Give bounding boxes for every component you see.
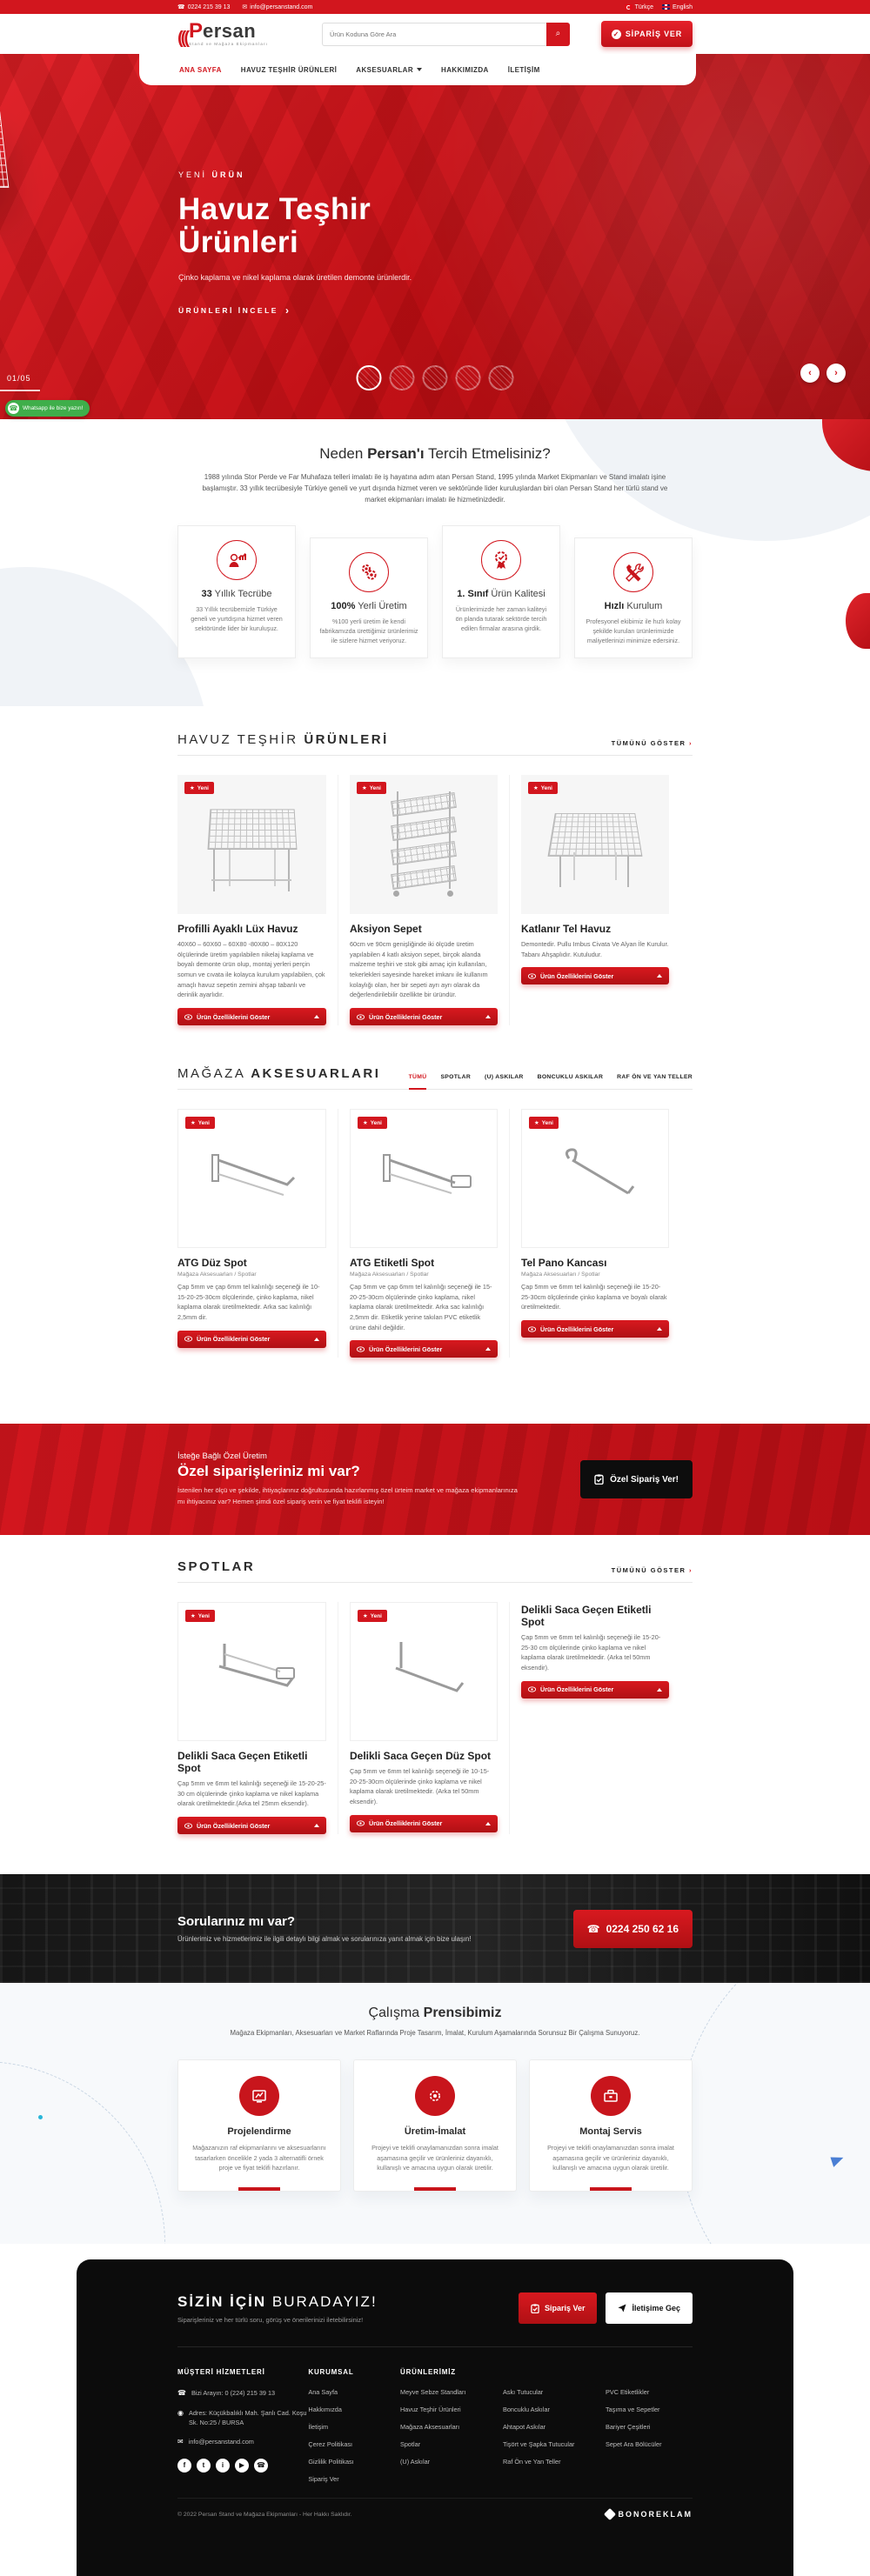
footer-link[interactable]: Sipariş Ver [308,2475,339,2483]
tab-all[interactable]: TÜMÜ [409,1074,427,1090]
product-image-atg-duz-spot[interactable] [177,1109,326,1248]
decor-dashed-arc [0,2061,165,2244]
slider-next-button[interactable]: › [826,364,846,383]
caret-up-icon [485,1347,491,1351]
caret-up-icon [314,1015,319,1018]
tab-spots[interactable]: SPOTLAR [440,1074,472,1080]
product-description: Demontedir. Pullu Imbus Civata Ve Alyan İle Kurulur. Tabanı Ahşaplıdır. Kutuludur. [521,940,669,958]
principles-title: Çalışma Prensibimiz [368,2005,502,2020]
eye-icon [528,973,536,979]
eye-icon [528,1686,536,1692]
whatsapp-icon: ☎ [9,404,18,412]
footer-link[interactable]: Havuz Teşhir Ürünleri [400,2406,461,2413]
slide-progress [0,390,40,391]
questions-title: Sorularınız mı var? [177,1914,296,1929]
show-features-button[interactable]: Ürün Özelliklerini Göster [521,967,669,984]
product-description: Çap 5mm ve çap 6mm tel kalınlığı seçeneği ile 15-20-25-30cm ölçülerinde çinko kaplama, nikel kaplama olarak üretilmektedir. Arka sac kalınlığı 2,5mm dir. Etiketlik yerine takılan PVC etiketlik ürüne dahil değildir. [350,1283,492,1331]
agency-mark-icon [603,2508,615,2520]
paper-plane-icon [618,2304,626,2312]
nav-item-home[interactable]: ANA SAYFA [179,65,222,74]
product-image-etiketli-spot[interactable] [177,1602,326,1741]
custom-order-banner [0,1424,870,1535]
mail-icon: ✉ [177,2438,184,2446]
product-card [509,1602,669,1834]
facebook-icon[interactable]: f [177,2459,191,2473]
eye-icon [357,1820,365,1826]
slider-thumb-3[interactable] [423,365,448,390]
eye-icon [528,1326,536,1332]
decor-red-bar [414,2187,456,2191]
feature-card-experience: 33 Yıllık Tecrübe 33 Yıllık tecrübemizle Türkiye geneli ve yurtdışına hizmet veren sektöründe lider bir kuruluşuz. [177,525,296,658]
footer-address: ◉ Adres: Küçükbalıklı Mah. Şanlı Cad. Koşu Sk. No:25 / BURSA [177,2408,307,2427]
search-button[interactable] [546,23,570,46]
principles-section [0,1983,870,2244]
footer-link[interactable]: Hakkımızda [308,2406,342,2413]
product-description: 60cm ve 90cm genişliğinde iki ölçüde üretim yapılabilen 4 katlı aksiyon sepet, birçok alanda malzeme teşhiri ve stok gibi amaç için kullanılan, tekerlekleri sayesinde hareket imkanı ile kullanım kolaylığı olan, her bir sepeti ayrı ayrı olarak da değerlendirilebilir özellikte bir üründür. [350,940,488,999]
twitter-icon[interactable]: t [197,2459,211,2473]
pool-products-section [0,706,870,1054]
product-name[interactable]: Aksiyon Sepet [350,923,422,935]
main-nav [139,54,696,85]
new-badge: ★ Yeni [358,1117,387,1129]
decor-red-wave [846,593,870,649]
footer-customer-column: MÜŞTERİ HİZMETLERİ ☎ Bizi Arayın: 0 (224) 215 39 13 ◉ Adres: Küçükbalıklı Mah. Şanlı Cad. Koşu Sk. No:25 / BURSA ✉ info@persanstand.com f t i ▶ ☎ [177,2368,308,2493]
product-name[interactable]: Katlanır Tel Havuz [521,923,612,935]
eye-icon [357,1014,365,1020]
product-description: Çap 5mm ve 6mm tel kalınlığı seçeneği ile 15-20-25-30cm ölçülerinde çinko kaplama ve boyalı olarak üretilmektedir. [521,1283,667,1311]
why-title: Neden Persan'ı Tercih Etmelisiniz? [319,445,551,462]
logo-tagline: Stand ve Mağaza Ekipmanları [188,42,268,47]
divider [177,2346,693,2347]
section-title: MAĞAZA AKSESUARLARI [177,1066,381,1081]
footer-link[interactable]: Tişört ve Şapka Tutucular [503,2440,575,2448]
logo-arcs-icon: ((( [177,28,187,48]
show-features-button[interactable]: Ürün Özelliklerini Göster [177,1008,326,1025]
topbar [0,0,870,14]
product-breadcrumb[interactable]: Mağaza Aksesuarları / Spotlar [177,1271,257,1278]
product-image-atg-etiketli-spot[interactable] [350,1109,498,1248]
product-description: 40X60 – 60X60 – 60X80 -80X80 – 80X120 ölçülerinde üretim yapılabilen nikelaj kaplama ve boyalı demonte ürün olup, montaj yerleri perçin somun ve cıvata ile kolayca kurulum yapılabilen, çok amaçlı havuz sepetin zemini ahşap tabanlı ve derinlik ayarlıdır. [177,940,325,999]
footer-link[interactable]: İletişim [308,2423,329,2431]
footer-email[interactable]: ✉ info@persanstand.com [177,2437,308,2448]
tab-shelf-wires[interactable]: RAF ÖN VE YAN TELLER [617,1074,693,1080]
whatsapp-button[interactable]: ☎ Whatsapp ile bize yazın! [5,400,90,417]
why-section [0,419,870,706]
caret-up-icon [657,1327,662,1331]
search-input[interactable] [322,23,546,46]
logo[interactable] [177,21,268,47]
hero-cta-button[interactable]: ÜRÜNLERİ İNCELE › [178,304,291,317]
slider-thumbnails [357,365,514,390]
principle-title: Üretim-İmalat [404,2126,466,2137]
product-image-katlanir-havuz[interactable] [521,775,669,914]
footer-phone[interactable]: ☎ Bizi Arayın: 0 (224) 215 39 13 [177,2388,308,2399]
product-card [177,1602,338,1834]
gears-icon [349,552,389,592]
hero-badge: YENİ ÜRÜN [178,170,245,179]
product-name[interactable]: ATG Düz Spot [177,1257,247,1269]
turkish-flag-icon [625,4,632,10]
new-badge: ★ Yeni [529,1117,559,1129]
slider-thumb-1[interactable] [357,365,382,390]
principles-subtitle: Mağaza Ekipmanları, Aksesuarları ve Market Raflarında Proje Tasarım, İmalat, Kurulum Aşamalarında Sorunsuz Bir Çalışma Sunuyoruz. [230,2029,640,2037]
product-card [509,1109,669,1358]
footer-link[interactable]: (U) Askılar [400,2458,431,2466]
accessories-section [0,1054,870,1424]
clipboard-check-icon [594,1474,604,1485]
tools-icon [613,552,653,592]
cta-title: Özel siparişleriniz mi var? [177,1463,360,1480]
footer-order-button[interactable]: Sipariş Ver [519,2292,598,2324]
product-card [338,775,509,1025]
chevron-down-icon [417,68,422,71]
section-title: HAVUZ TEŞHİR ÜRÜNLERİ [177,732,389,747]
accessory-tabs [409,1074,693,1081]
product-card [177,1109,338,1358]
principle-card-installation [529,2059,693,2192]
eye-icon [184,1014,192,1020]
agency-logo[interactable]: BONOREKLAM [606,2510,693,2519]
footer-link[interactable]: Çerez Politikası [308,2440,353,2448]
show-features-button[interactable]: Ürün Özelliklerini Göster [521,1681,669,1698]
feature-card-local-production: 100% Yerli Üretim %100 yerli üretim ile kendi fabrikamızda ürettiğimiz ürünlerimiz ile sizlere hizmet veriyoruz. [310,537,428,658]
footer-link[interactable]: Spotlar [400,2440,421,2448]
product-description: Çap 5mm ve 6mm tel kalınlığı seçeneği ile 15-20-25-30 cm ölçülerinde çinko kaplama ve nikel kaplama olarak üretilmektedir.(Arka tel 25mm eksendir). [177,1779,326,1808]
product-card [509,775,669,1025]
product-name[interactable]: Profilli Ayaklı Lüx Havuz [177,923,298,935]
product-card [338,1602,509,1834]
footer-link[interactable]: PVC Etiketlikler [606,2388,650,2396]
hero-content [178,170,412,317]
slide-counter: 01/05 [7,374,31,383]
footer-link[interactable]: Boncuklu Askılar [503,2406,550,2413]
footer-products-column: ÜRÜNLERİMİZ Meyve Sebze Standları Havuz Teşhir Ürünleri Mağaza Aksesuarları Spotlar (U) Askılar Askı Tutucular Boncuklu Askılar Ahtapot Askılar Tişört ve Şapka Tutucular Raf Ön ve Yan Teller PVC Etiketlikler Taşıma ve Sepetler Bariyer Çeşitleri Sepet Ara Bölücüler [400,2368,693,2493]
principle-card-design [177,2059,341,2192]
product-image-profilli-havuz[interactable] [177,775,326,914]
product-name[interactable]: Delikli Saca Geçen Düz Spot [350,1750,492,1762]
nav-item-pools[interactable]: HAVUZ TEŞHİR ÜRÜNLERİ [240,65,338,74]
footer-contact-button[interactable]: İletişime Geç [606,2292,693,2324]
footer-link[interactable]: Sepet Ara Bölücüler [606,2440,662,2448]
logo-wordmark: ersan [203,20,257,43]
caret-up-icon [485,1015,491,1018]
footer-link[interactable]: Ana Sayfa [308,2388,338,2396]
topbar-phone[interactable]: ☎ 0224 215 39 13 [177,4,231,10]
questions-banner [0,1874,870,1983]
feature-card-fast-install: Hızlı Kurulum Profesyonel ekibimiz ile hızlı kolay şekilde kurulan ürünlerimizde maliyetlerinizi minimize edersiniz. [574,537,693,658]
clipboard-check-icon [531,2304,539,2313]
new-badge: ★ Yeni [184,782,214,794]
header [0,14,870,54]
project-design-icon [239,2076,279,2116]
slider-thumb-4[interactable] [456,365,481,390]
cta-kicker: İsteğe Bağlı Özel Üretim [177,1452,267,1462]
whatsapp-icon[interactable]: ☎ [254,2459,268,2473]
toolbox-icon [591,2076,631,2116]
check-circle-icon: ✓ [612,30,620,38]
product-name[interactable]: ATG Etiketli Spot [350,1257,435,1269]
show-features-button[interactable]: Ürün Özelliklerini Göster [350,1340,498,1358]
nav-item-about[interactable]: HAKKIMIZDA [441,65,489,74]
principle-title: Montaj Servis [579,2126,642,2137]
hero-title: Havuz Teşhir Ürünleri [178,192,371,259]
show-all-link[interactable]: TÜMÜNÜ GÖSTER › [612,739,693,747]
caret-up-icon [657,1688,662,1692]
lang-english[interactable]: English [662,4,693,10]
footer-link[interactable]: Taşıma ve Sepetler [606,2406,660,2413]
footer-link[interactable]: Gizlilik Politikası [308,2458,354,2466]
product-name[interactable]: Tel Pano Kancası [521,1257,607,1269]
footer-link[interactable]: Askı Tutucular [503,2388,544,2396]
footer-link[interactable]: Raf Ön ve Yan Teller [503,2458,561,2466]
decor-dashed-arc [679,1983,870,2244]
phone-icon: ☎ [586,1922,600,1935]
product-image-duz-spot[interactable] [350,1602,498,1741]
footer-heading: SİZİN İÇİN BURADAYIZ! [177,2292,378,2310]
principle-description: Projeyi ve teklifi onaylamanızdan sonra imalat aşamasına geçilir ve ürünleriniz dayanıklı, kullanışlı ve amacına uygun olarak üretilir. [547,2144,674,2172]
search-icon: ⌕ [555,29,561,38]
product-name[interactable]: Delikli Saca Geçen Etiketli Spot [521,1604,652,1628]
product-description: Çap 5mm ve 6mm tel kalınlığı seçeneği ile 10-15-20-25-30cm ölçülerinde çinko kaplama ve nikel kaplama olarak üretilmektedir. (Arka tel 50mm eksendir). [350,1767,490,1806]
product-image-aksiyon-sepet[interactable] [350,775,498,914]
show-features-button[interactable]: Ürün Özelliklerini Göster [177,1817,326,1834]
principle-description: Projeyi ve teklifi onaylamanızdan sonra imalat aşamasına geçilir ve ürünleriniz dayanıklı, kullanışlı ve amacına uygun olarak üretilir. [371,2144,499,2172]
show-features-button[interactable]: Ürün Özelliklerini Göster [177,1331,326,1348]
spots-section [0,1535,870,1874]
nav-item-contact[interactable]: İLETİŞİM [507,65,540,74]
quality-badge-icon [481,540,521,580]
caret-up-icon [314,1338,319,1341]
questions-description: Ürünlerimiz ve hizmetlerimiz ile ilgili detaylı bilgi almak ve sorularınıza yanıt almak için bize ulaşın! [177,1935,472,1943]
phone-icon: ☎ [177,2389,186,2397]
cta-description: İstenilen her ölçü ve şekilde, ihtiyaçlarınız doğrultusunda hazırlanmış özel ürteim market ve mağaza ekipmanlarınıza mı ihtiyacınız var? Hemen şimdi özel sipariş verin ve fiyat teklifi isteyin! [177,1486,518,1505]
footer-corporate-column: KURUMSAL Ana Sayfa Hakkımızda İletişim Çerez Politikası Gizlilik Politikası Sipariş Ver [308,2368,400,2493]
decor-red-bar [590,2187,632,2191]
copyright-text: © 2022 Persan Stand ve Mağaza Ekipmanları - Her Hakkı Saklıdır. [177,2511,352,2518]
new-badge: ★ Yeni [528,782,558,794]
slider-prev-button[interactable]: ‹ [800,364,820,383]
decor-dot [38,2115,43,2119]
phone-icon: ☎ [177,4,185,10]
feature-card-quality: 1. Sınıf Ürün Kalitesi Ürünlerimizde her zaman kaliteyi ön planda tutarak sektörde tercih edilen firmalar arasına girdik. [442,525,560,658]
lang-turkish[interactable]: Türkçe [625,4,653,10]
show-features-button[interactable]: Ürün Özelliklerini Göster [521,1320,669,1338]
why-paragraph: 1988 yılında Stor Perde ve Far Muhafaza telleri imalatı ile iş hayatına adım atan Persan Stand, 1995 yılında Market Ekipmanları ve Stand imalatı işine başlamıştır. 33 yıllık tecrübesiyle Türkiye geneli ve yurt dışında hizmet veren ve sektöründe lider kuruluşlardan biri olan Persan Stand her türlü stand ve market ekipmanları imalatı ile hizmetinizdedir. [202,473,668,504]
english-flag-icon [662,4,670,10]
youtube-icon[interactable]: ▶ [235,2459,249,2473]
show-features-button[interactable]: Ürün Özelliklerini Göster [350,1815,498,1832]
footer-subheading: Siparişleriniz ve her türlü soru, görüş ve önerilerinizi iletebilirsiniz! [177,2315,364,2324]
product-name[interactable]: Delikli Saca Geçen Etiketli Spot [177,1750,308,1774]
decor-red-bar [238,2187,280,2191]
principle-description: Mağazanızın raf ekipmanlarını ve aksesuarlarını tasarlarken öncelikle 2 yada 3 alternatifli örnek proje ve fiyat teklifi hazırlanır. [192,2144,326,2172]
hero-subtitle: Çinko kaplama ve nikel kaplama olarak üretilen demonte ürünlerdir. [178,272,412,282]
tab-beaded-hangers[interactable]: BONCUKLU ASKILAR [537,1074,604,1080]
caret-up-icon [657,974,662,978]
footer [0,2259,870,2576]
eye-icon [184,1336,192,1342]
caret-up-icon [314,1824,319,1827]
product-description: Çap 5mm ve çap 6mm tel kalınlığı seçeneği ile 10-15-20-25-30cm ölçülerinde, çinko kaplama, nikel kaplama olarak üretilmektedir. Arka sac kalınlığı 2,5mm dir. [177,1283,320,1322]
slider-thumb-5[interactable] [489,365,514,390]
logo-letter-p: P [188,19,203,43]
engineer-chart-icon [217,540,257,580]
caret-up-icon [485,1822,491,1825]
footer-link[interactable]: Ahtapot Askılar [503,2423,546,2431]
footer-link[interactable]: Bariyer Çeşitleri [606,2423,651,2431]
section-title: SPOTLAR [177,1559,256,1574]
hero-slider [0,54,870,419]
eye-icon [184,1823,192,1829]
nav-item-accessories[interactable]: AKSESUARLAR [356,66,422,74]
order-button[interactable]: ✓ SİPARİŞ VER [601,21,693,47]
instagram-icon[interactable]: i [216,2459,230,2473]
product-description: Çap 5mm ve 6mm tel kalınlığı seçeneği ile 15-20-25-30 cm ölçülerinde çinko kaplama ve nikel kaplama olarak üretilmektedir. (Arka tel 50mm eksendir). [521,1633,661,1672]
phone-call-button[interactable]: ☎ 0224 250 62 16 [573,1910,693,1948]
product-image-tel-pano-kancasi[interactable] [521,1109,669,1248]
footer-link[interactable]: Mağaza Aksesuarları [400,2423,460,2431]
topbar-email[interactable]: ✉ info@persanstand.com [242,4,313,10]
new-badge: ★ Yeni [357,782,386,794]
eye-icon [357,1346,365,1352]
social-links [177,2459,308,2473]
new-badge: ★ Yeni [358,1610,387,1622]
slider-thumb-2[interactable] [390,365,415,390]
show-features-button[interactable]: Ürün Özelliklerini Göster [350,1008,498,1025]
product-card [338,1109,509,1358]
footer-link[interactable]: Meyve Sebze Standları [400,2388,466,2396]
new-badge: ★ Yeni [185,1117,215,1129]
product-breadcrumb[interactable]: Mağaza Aksesuarları / Spotlar [521,1271,600,1278]
show-all-link[interactable]: TÜMÜNÜ GÖSTER › [612,1566,693,1574]
principle-card-production [353,2059,517,2192]
custom-order-button[interactable]: Özel Sipariş Ver! [580,1460,693,1498]
search-box [322,23,570,46]
location-pin-icon: ◉ [177,2408,184,2417]
principle-title: Projelendirme [227,2126,291,2137]
product-card [177,775,338,1025]
new-badge: ★ Yeni [185,1610,215,1622]
mail-icon: ✉ [242,4,248,10]
product-breadcrumb[interactable]: Mağaza Aksesuarları / Spotlar [350,1271,429,1278]
tab-u-hangers[interactable]: (U) ASKILAR [485,1074,524,1080]
production-gear-icon [415,2076,455,2116]
